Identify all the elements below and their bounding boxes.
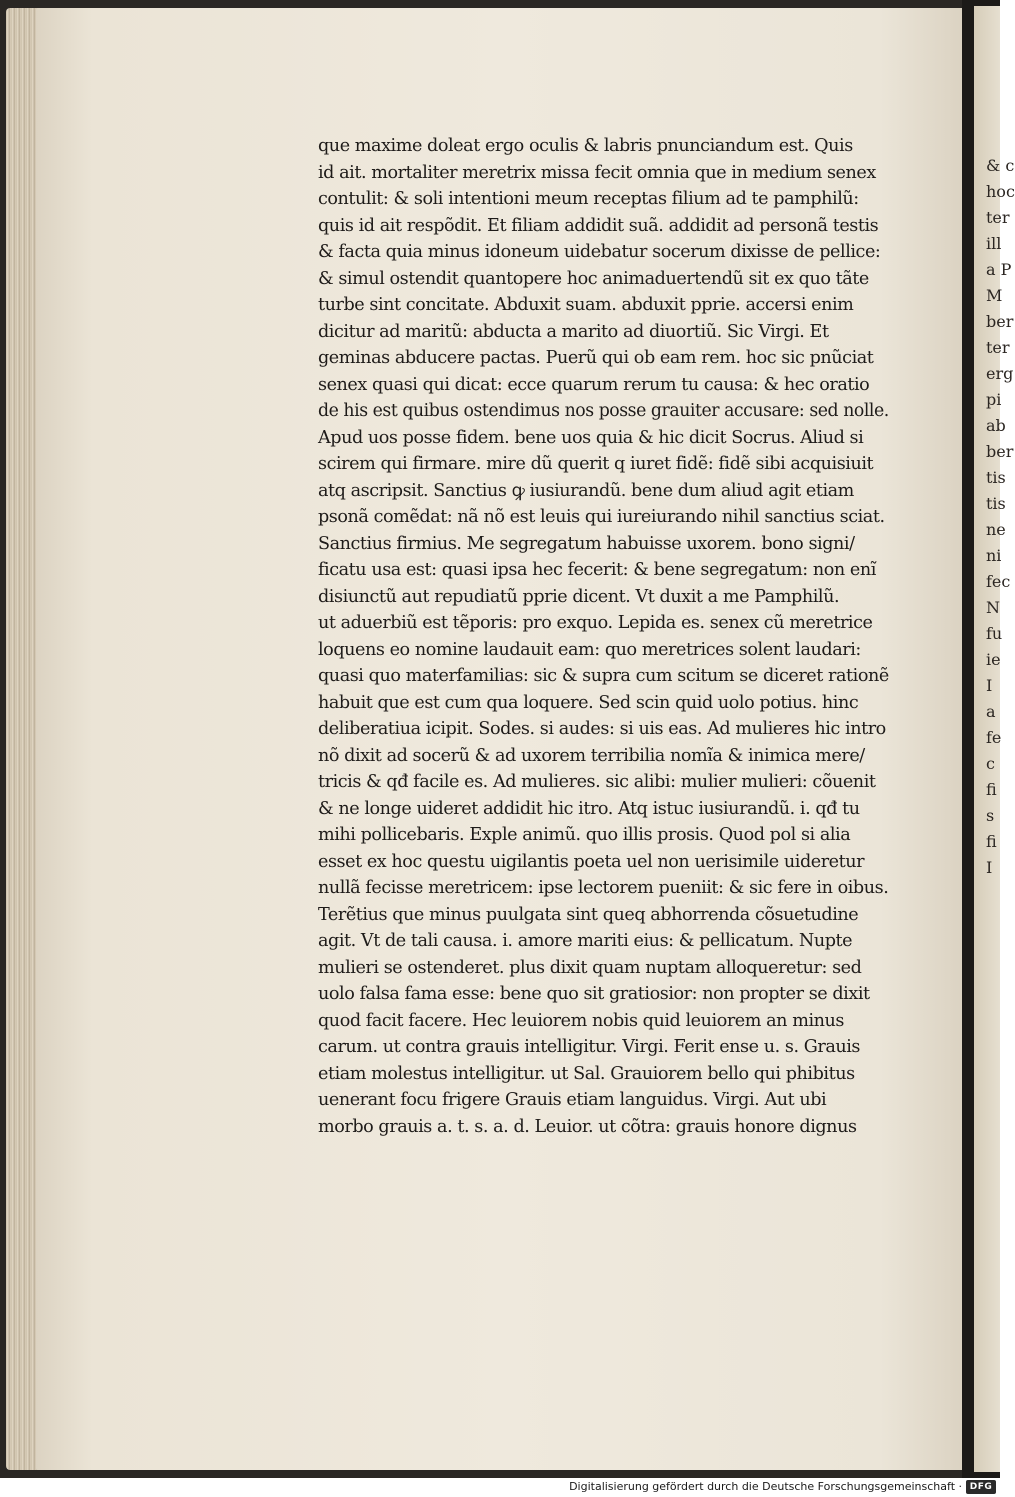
facing-page-fragment: hoc [986,182,1015,201]
facing-page-fragment: ie [986,650,1001,669]
text-line: agit. Vt de tali causa. i. amore mariti eius: & pellicatum. Nupte [318,931,853,951]
text-line: morbo grauis a. t. s. a. d. Leuior. ut cõtra: grauis honore dignus [318,1116,857,1137]
footer-bar [0,1478,1000,1497]
facing-page-fragment: & c [986,156,1015,175]
text-line: contulit: & soli intentioni meum receptas filium ad te pamphilũ: [318,189,859,209]
text-line: senex quasi qui dicat: ecce quarum rerum tu causa: & hec oratio [318,374,870,395]
facing-page-fragment: I [986,676,993,695]
facing-page-fragment: erg [986,364,1014,383]
facing-page-fragment: ter [986,338,1010,357]
facing-page-fragment: ab [986,416,1006,435]
facing-page-fragment: ill [986,234,1002,253]
facing-page-fragment: fu [986,624,1003,643]
facing-page-fragment: c [986,754,995,773]
text-line: ut aduerbiũ est tẽporis: pro exquo. Lepida es. senex cũ meretrice [318,613,873,633]
facing-page-fragment: a [986,702,996,721]
text-line: quod facit facere. Hec leuiorem nobis quid leuiorem an minus [318,1010,844,1031]
text-line: Sanctius firmius. Me segregatum habuisse uxorem. bono signi/ [318,533,855,554]
text-line: & ne longe uideret addidit hic itro. Atq istuc iusiurandũ. i. qđ tu [318,798,860,819]
facing-page-fragment: tis [986,494,1006,513]
facing-page-fragment: fe [986,728,1002,747]
facing-page-fragment: a P [986,260,1012,279]
text-line: & facta quia minus idoneum uidebatur socerum dixisse de pellice: [318,242,881,262]
facing-page-fragment: ber [986,312,1014,331]
facing-page-fragment: fi [986,780,997,799]
facing-page-fragment: ter [986,208,1010,227]
footer-credit: Digitalisierung gefördert durch die Deutsche Forschungsgemeinschaft · [569,1480,962,1493]
text-line: esset ex hoc questu uigilantis poeta uel non uerisimile uideretur [318,851,865,872]
dfg-logo: DFG [966,1480,996,1494]
text-line: loquens eo nomine laudauit eam: quo meretrices solent laudari: [318,639,861,660]
facing-page [974,6,1015,1472]
text-line: disiunctũ aut repudiatũ pprie dicent. Vt duxit a me Pamphilũ. [318,586,840,607]
text-line: id ait. mortaliter meretrix missa fecit omnia que in medium senex [318,162,876,183]
text-line: etiam molestus intelligitur. ut Sal. Grauiorem bello qui phibitus [318,1063,855,1084]
text-line: uenerant focu frigere Grauis etiam languidus. Virgi. Aut ubi [318,1090,827,1110]
text-block [318,133,890,1140]
text-line: nullã fecisse meretricem: ipse lectorem pueniit: & sic fere in oibus. [318,878,889,898]
facing-page-fragment: s [986,806,995,825]
text-line: mihi pollicebaris. Exple animũ. quo illis prosis. Quod pol si alia [318,825,851,845]
facing-page-fragment: ni [986,546,1002,565]
text-line: & simul ostendit quantopere hoc animaduertendũ sit ex quo tãte [318,268,869,289]
text-line: geminas abducere pactas. Puerũ qui ob eam rem. hoc sic pnũciat [318,348,874,368]
facing-page-fragment: N [986,598,1000,617]
text-line: tricis & qđ facile es. Ad mulieres. sic alibi: mulier mulieri: cõuenit [318,772,876,792]
text-line: dicitur ad maritũ: abducta a marito ad diuortiũ. Sic Virgi. Et [318,321,829,342]
text-line: scirem qui firmare. mire dũ querit q iuret fidẽ: fidẽ sibi acquisiuit [318,454,874,474]
facing-page-fragment: M [986,286,1003,305]
text-line: de his est quibus ostendimus nos posse grauiter accusare: sed nolle. [318,401,889,421]
text-line: atq ascripsit. Sanctius ꝙ iusiurandũ. bene dum aliud agit etiam [318,480,854,501]
text-line: deliberatiua icipit. Sodes. si audes: si uis eas. Ad mulieres hic intro [318,719,886,739]
facing-page-fragment: fi [986,832,997,851]
text-line: Terẽtius que minus puulgata sint queq abhorrenda cõsuetudine [318,904,859,925]
text-line: mulieri se ostenderet. plus dixit quam nuptam alloqueretur: sed [318,957,862,978]
text-line: psonã comẽdat: nã nõ est leuis qui iureiurando nihil sanctius sciat. [318,507,885,527]
text-line: que maxime doleat ergo oculis & labris pnunciandum est. Quis [318,136,853,156]
page-edges [6,8,38,1470]
text-line: turbe sint concitate. Abduxit suam. abduxit pprie. accersi enim [318,295,854,315]
text-line: uolo falsa fama esse: bene quo sit gratiosior: non propter se dixit [318,984,870,1004]
facing-page-fragment: ber [986,442,1014,461]
text-line: nõ dixit ad socerũ & ad uxorem terribilia nomĩa & inimica mere/ [318,745,865,766]
text-line: carum. ut contra grauis intelligitur. Virgi. Ferit ense u. s. Grauis [318,1037,861,1057]
text-line: habuit que est cum qua loquere. Sed scin quid uolo potius. hinc [318,692,859,713]
text-line: quis id ait respõdit. Et filiam addidit suã. addidit ad personã testis [318,215,879,236]
facing-page-fragment: I [986,858,993,877]
facing-page-fragment: tis [986,468,1006,487]
facing-page-fragment: fec [986,572,1011,591]
text-line: ficatu usa est: quasi ipsa hec fecerit: & bene segregatum: non enĩ [318,560,876,580]
text-line: Apud uos posse fidem. bene uos quia & hic dicit Socrus. Aliud si [318,427,864,448]
facing-page-fragment: ne [986,520,1006,539]
text-line: quasi quo materfamilias: sic & supra cum scitum se diceret rationẽ [318,666,889,686]
facing-page-fragment: pi [986,390,1002,409]
